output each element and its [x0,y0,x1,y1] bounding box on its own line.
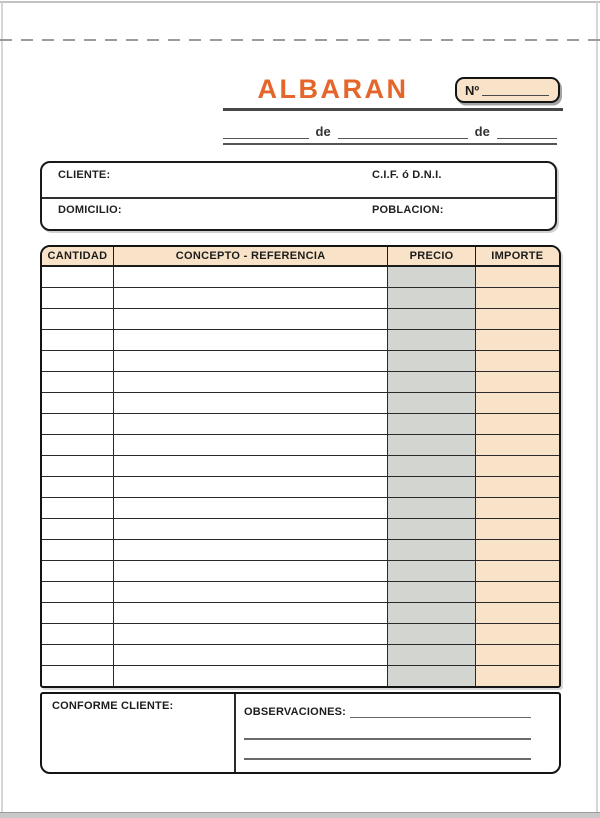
cell-precio [388,519,475,539]
date-day-blank [223,120,309,139]
header-concepto-referencia: CONCEPTO - REFERENCIA [114,247,389,265]
footer-divider [234,694,236,772]
cell-cantidad [42,582,114,602]
date-year-blank [497,120,557,139]
cell-concepto-referencia [114,624,389,644]
cell-concepto-referencia [114,330,389,350]
cell-importe [476,393,559,413]
table-row [42,372,559,393]
cell-importe [476,582,559,602]
observaciones-blank-line-1 [350,708,531,718]
observaciones-label: OBSERVACIONES: [244,706,347,718]
cell-concepto-referencia [114,372,389,392]
conforme-cliente-label: CONFORME CLIENTE: [52,700,174,712]
date-underline [223,143,557,145]
cell-importe [476,666,559,686]
cell-precio [388,267,475,287]
cell-precio [388,666,475,686]
cell-cantidad [42,624,114,644]
pad-bottom-edge [0,812,600,818]
cell-concepto-referencia [114,519,389,539]
number-label: Nº [465,82,480,98]
table-row [42,456,559,477]
cell-importe [476,645,559,665]
observaciones-blank-line-3 [244,758,531,760]
cell-importe [476,603,559,623]
cell-cantidad [42,561,114,581]
table-row [42,393,559,414]
cell-cantidad [42,309,114,329]
cell-precio [388,309,475,329]
document-number-box [455,77,560,103]
table-row [42,435,559,456]
cell-importe [476,540,559,560]
table-row [42,351,559,372]
cell-importe [476,477,559,497]
poblacion-label: POBLACION: [372,204,444,216]
cell-importe [476,624,559,644]
cell-concepto-referencia [114,603,389,623]
cell-precio [388,393,475,413]
albaran-table-body [42,267,559,686]
cell-cantidad [42,288,114,308]
table-row [42,582,559,603]
table-row [42,309,559,330]
cell-importe [476,498,559,518]
header-precio: PRECIO [388,247,475,265]
cell-precio [388,561,475,581]
cell-precio [388,456,475,476]
table-row [42,477,559,498]
cell-concepto-referencia [114,414,389,434]
table-row [42,624,559,645]
pad-left-edge [1,2,3,812]
cell-concepto-referencia [114,435,389,455]
cell-concepto-referencia [114,267,389,287]
cell-precio [388,330,475,350]
cell-concepto-referencia [114,309,389,329]
number-blank-line [482,84,549,96]
cell-importe [476,519,559,539]
cell-cantidad [42,477,114,497]
table-row [42,540,559,561]
cell-cantidad [42,393,114,413]
cell-precio [388,414,475,434]
cell-cantidad [42,435,114,455]
cell-concepto-referencia [114,666,389,686]
table-row [42,498,559,519]
cell-precio [388,498,475,518]
cell-precio [388,624,475,644]
client-box-divider [42,197,555,199]
cell-precio [388,645,475,665]
domicilio-label: DOMICILIO: [58,204,122,216]
cell-concepto-referencia [114,351,389,371]
cell-precio [388,477,475,497]
cell-concepto-referencia [114,498,389,518]
items-table-header [42,247,559,267]
cell-cantidad [42,498,114,518]
cell-cantidad [42,414,114,434]
table-row [42,645,559,666]
cell-cantidad [42,267,114,287]
table-row [42,561,559,582]
cell-precio [388,540,475,560]
cell-cantidad [42,456,114,476]
observaciones-row [244,706,531,718]
table-row [42,414,559,435]
items-table [40,245,561,688]
cell-importe [476,561,559,581]
cell-concepto-referencia [114,477,389,497]
cell-precio [388,582,475,602]
cell-cantidad [42,666,114,686]
cell-cantidad [42,372,114,392]
cell-concepto-referencia [114,456,389,476]
cell-importe [476,435,559,455]
cell-concepto-referencia [114,582,389,602]
cell-importe [476,414,559,434]
cell-concepto-referencia [114,561,389,581]
cell-importe [476,267,559,287]
table-row [42,603,559,624]
cell-cantidad [42,540,114,560]
cell-concepto-referencia [114,645,389,665]
cell-concepto-referencia [114,393,389,413]
cif-dni-label: C.I.F. ó D.N.I. [372,169,442,181]
cell-cantidad [42,603,114,623]
cell-importe [476,351,559,371]
client-info-box [40,161,557,231]
header-cantidad: CANTIDAD [42,247,114,265]
title-rule [223,108,563,111]
pad-top-edge [0,1,600,3]
cell-importe [476,288,559,308]
cell-precio [388,372,475,392]
cell-cantidad [42,330,114,350]
table-row [42,288,559,309]
form-title: ALBARAN [257,74,409,104]
cell-importe [476,456,559,476]
cell-cantidad [42,645,114,665]
cell-cantidad [42,519,114,539]
footer-box [40,692,561,774]
pad-right-edge [596,2,598,812]
cell-cantidad [42,351,114,371]
table-row [42,519,559,540]
cell-concepto-referencia [114,540,389,560]
date-line [223,120,557,139]
date-word-de-2: de [474,124,490,139]
cell-importe [476,309,559,329]
table-row [42,330,559,351]
table-row [42,267,559,288]
cell-precio [388,435,475,455]
perforation-dashed-line [0,39,600,41]
cell-precio [388,288,475,308]
cell-concepto-referencia [114,288,389,308]
header-importe: IMPORTE [491,250,544,262]
cliente-label: CLIENTE: [58,169,111,181]
cell-precio [388,351,475,371]
date-word-de-1: de [315,124,331,139]
cell-precio [388,603,475,623]
cell-importe [476,330,559,350]
date-month-blank [338,120,468,139]
cell-importe [476,372,559,392]
table-row [42,666,559,686]
observaciones-blank-line-2 [244,738,531,740]
